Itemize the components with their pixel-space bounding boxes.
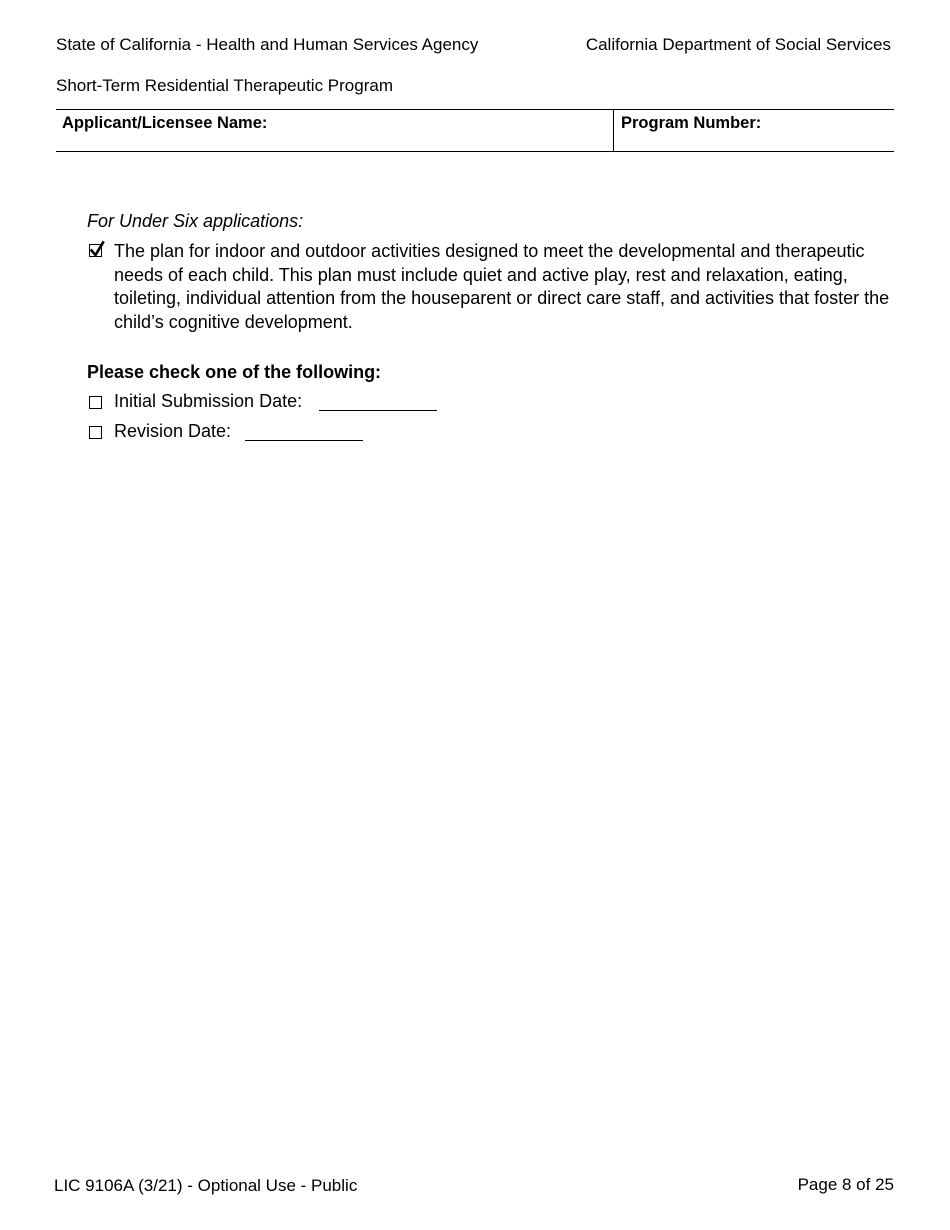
activity-plan-checkbox[interactable] — [89, 244, 102, 257]
activity-plan-text: The plan for indoor and outdoor activities designed to meet the developmental and therapeutic needs of each child. This plan must include quiet and active play, rest and relaxation, eating, toileting, individual attention from the houseparent or direct care staff, and activities that foster the child’s cognitive development. — [114, 241, 890, 332]
revision-date-field[interactable] — [245, 440, 363, 441]
program-number-label: Program Number: — [621, 114, 762, 132]
initial-submission-label: Initial Submission Date: — [114, 391, 303, 411]
department-name: California Department of Social Services — [585, 35, 891, 54]
initial-submission-date-field[interactable] — [319, 410, 437, 411]
checkmark-icon — [89, 240, 105, 258]
applicant-name-label: Applicant/Licensee Name: — [62, 114, 268, 132]
agency-name: State of California - Health and Human Services Agency — [56, 35, 479, 54]
program-title: Short-Term Residential Therapeutic Program — [56, 76, 393, 95]
submission-type-heading: Please check one of the following: — [87, 362, 382, 382]
revision-checkbox[interactable] — [89, 426, 102, 439]
under-six-heading: For Under Six applications: — [87, 211, 304, 231]
revision-date-label: Revision Date: — [114, 421, 232, 441]
form-identifier: LIC 9106A (3/21) - Optional Use - Public — [54, 1176, 358, 1195]
initial-submission-checkbox[interactable] — [89, 396, 102, 409]
applicant-info-table — [56, 109, 894, 152]
page-number: Page 8 of 25 — [797, 1175, 894, 1194]
